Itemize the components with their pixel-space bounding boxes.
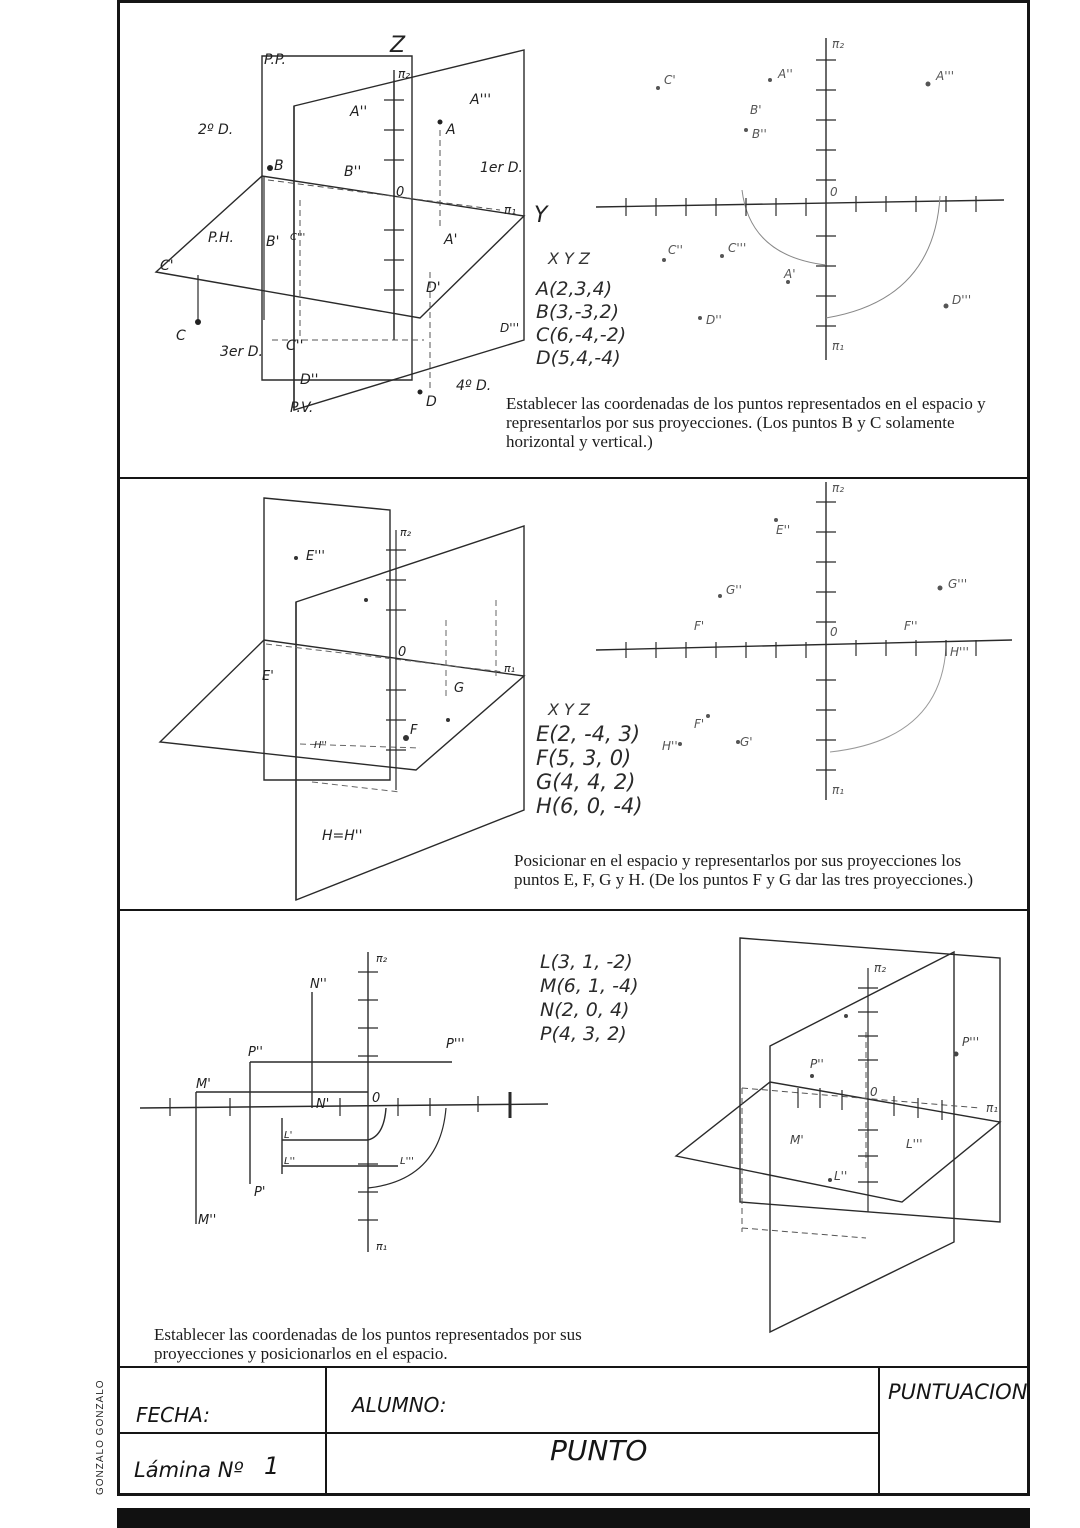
subject-title: PUNTO: [550, 1434, 648, 1467]
svg-text:0: 0: [830, 625, 838, 639]
svg-text:E'': E'': [776, 523, 791, 537]
svg-text:π₁: π₁: [832, 783, 845, 797]
lamina-number: 1: [264, 1452, 280, 1480]
svg-text:π₂: π₂: [400, 526, 412, 539]
coord-H: H(6, 0, -4): [536, 794, 643, 818]
svg-text:C'': C'': [286, 338, 304, 354]
svg-text:1er D.: 1er D.: [480, 160, 523, 176]
coord-E: E(2, -4, 3): [536, 722, 641, 746]
svg-text:B': B': [750, 103, 762, 117]
svg-text:E''': E''': [306, 549, 325, 564]
svg-text:H'': H'': [662, 739, 678, 753]
svg-text:C''': C''': [728, 241, 747, 255]
svg-text:B': B': [266, 234, 280, 250]
section2-drawing: [0, 480, 1080, 910]
svg-text:L''': L''': [400, 1156, 414, 1167]
svg-text:F': F': [694, 717, 705, 731]
svg-text:0: 0: [396, 185, 405, 200]
svg-text:H'': H'': [314, 740, 328, 751]
coord-L: L(3, 1, -2): [540, 951, 633, 973]
svg-text:0: 0: [870, 1085, 878, 1099]
coord-G: G(4, 4, 2): [536, 770, 636, 794]
svg-text:G': G': [740, 735, 753, 749]
svg-text:M': M': [196, 1077, 211, 1092]
svg-text:G: G: [454, 681, 465, 696]
section3-instruction: Establecer las coordenadas de los puntos representados por sus proyecciones y posicionarlos en el espacio.: [154, 1325, 582, 1363]
svg-text:A''': A''': [470, 92, 492, 108]
svg-text:π₂: π₂: [832, 481, 845, 495]
svg-text:C''': C''': [290, 232, 306, 243]
svg-text:D': D': [426, 280, 441, 296]
svg-text:π₁: π₁: [504, 662, 516, 675]
svg-text:π₂: π₂: [874, 961, 887, 975]
svg-text:P.P.: P.P.: [264, 52, 286, 68]
svg-text:Z: Z: [390, 33, 406, 58]
svg-text:P.V.: P.V.: [290, 400, 314, 416]
section2-coords: [536, 722, 643, 818]
svg-text:A': A': [784, 267, 796, 281]
svg-text:P''': P''': [446, 1037, 465, 1052]
section3-coords: [540, 950, 639, 1046]
svg-text:C: C: [176, 328, 186, 344]
svg-text:E': E': [262, 669, 274, 684]
coord-C: C(6,-4,-2): [536, 324, 627, 346]
svg-text:N'': N'': [310, 977, 327, 992]
svg-text:C'': C'': [668, 243, 683, 257]
svg-text:π₁: π₁: [832, 339, 845, 353]
svg-text:F: F: [410, 723, 418, 738]
coord-A: A(2,3,4): [536, 278, 613, 300]
svg-text:D'': D'': [300, 372, 319, 388]
svg-text:B'': B'': [344, 164, 362, 180]
section1-coords: [536, 278, 626, 370]
svg-text:A'': A'': [778, 67, 793, 81]
svg-text:B: B: [274, 158, 284, 174]
svg-text:G''': G''': [948, 577, 968, 591]
coord-F: F(5, 3, 0): [536, 746, 632, 770]
svg-text:π₂: π₂: [832, 37, 845, 51]
svg-text:0: 0: [830, 185, 838, 199]
section1-coord-header: X Y Z: [548, 249, 590, 268]
svg-text:M': M': [790, 1133, 804, 1147]
coord-D: D(5,4,-4): [536, 347, 621, 369]
svg-text:L': L': [284, 1130, 293, 1141]
point-C-dot: [195, 319, 201, 325]
svg-text:D''': D''': [952, 293, 972, 307]
section2-instruction: Posicionar en el espacio y representarlos por sus proyecciones los puntos E, F, G y H. (De los puntos F y G dar las tres proyecciones.): [514, 851, 973, 889]
svg-text:C': C': [664, 73, 676, 87]
svg-text:A': A': [444, 232, 458, 248]
svg-text:A: A: [446, 122, 456, 138]
svg-text:M'': M'': [198, 1213, 217, 1228]
svg-text:A'': A'': [350, 104, 368, 120]
svg-text:π₂: π₂: [398, 67, 411, 81]
svg-text:P': P': [254, 1185, 266, 1200]
alumno-label: ALUMNO:: [352, 1393, 447, 1417]
svg-text:Y: Y: [534, 203, 548, 228]
svg-text:D''': D''': [500, 321, 520, 335]
svg-text:H=H'': H=H'': [322, 828, 363, 844]
svg-text:L''': L''': [906, 1137, 923, 1151]
section1-ground-line: [596, 200, 1004, 207]
svg-text:0: 0: [372, 1091, 381, 1106]
svg-text:F': F': [694, 619, 705, 633]
coord-M: M(6, 1, -4): [540, 975, 639, 997]
section1-instruction: Establecer las coordenadas de los puntos representados en el espacio y representarlos por sus proyecciones. (Los puntos B y C solamente horizontal y vertical.): [506, 394, 986, 451]
svg-text:P''': P''': [962, 1035, 980, 1049]
svg-text:L'': L'': [284, 1156, 296, 1167]
svg-text:P.H.: P.H.: [208, 230, 234, 246]
svg-text:H''': H''': [950, 645, 969, 659]
svg-text:P'': P'': [810, 1057, 824, 1071]
horizontal-plane: [156, 176, 524, 318]
svg-text:B'': B'': [752, 127, 767, 141]
svg-text:2º D.: 2º D.: [198, 122, 234, 138]
title-block-right-divider: [878, 1366, 880, 1496]
title-block-left-divider: [117, 1432, 327, 1434]
coord-N: N(2, 0, 4): [540, 999, 630, 1021]
section3-ground-line: [140, 1104, 548, 1108]
bottom-edge-bar: [117, 1508, 1030, 1528]
svg-text:D: D: [426, 394, 437, 410]
svg-text:π₁: π₁: [376, 1240, 388, 1253]
fecha-label: FECHA:: [136, 1403, 210, 1427]
svg-text:C': C': [160, 258, 174, 274]
svg-text:π₂: π₂: [376, 952, 388, 965]
svg-text:4º D.: 4º D.: [456, 378, 492, 394]
svg-text:π₁: π₁: [986, 1101, 999, 1115]
section2-coord-header: X Y Z: [548, 700, 590, 719]
section2-vertical-plane-back: [264, 498, 390, 780]
svg-text:π₁: π₁: [504, 203, 517, 217]
side-author-text: GONZALO GONZALO: [95, 1379, 106, 1495]
coord-P: P(4, 3, 2): [540, 1023, 627, 1045]
svg-text:3er D.: 3er D.: [220, 344, 263, 360]
svg-text:L'': L'': [834, 1169, 848, 1183]
svg-text:0: 0: [398, 645, 407, 660]
puntuacion-label: PUNTUACION: [888, 1380, 1028, 1404]
section2-horizontal-plane: [160, 640, 524, 770]
svg-text:D'': D'': [706, 313, 722, 327]
section3-horizontal-plane: [676, 1082, 1000, 1202]
svg-text:A''': A''': [936, 69, 955, 83]
vertical-plane-back: [262, 56, 412, 380]
coord-B: B(3,-3,2): [536, 301, 620, 323]
svg-text:P'': P'': [248, 1045, 263, 1060]
svg-text:F'': F'': [904, 619, 918, 633]
lamina-label: Lámina Nº: [134, 1458, 244, 1482]
svg-text:N': N': [316, 1097, 330, 1112]
svg-text:G'': G'': [726, 583, 742, 597]
